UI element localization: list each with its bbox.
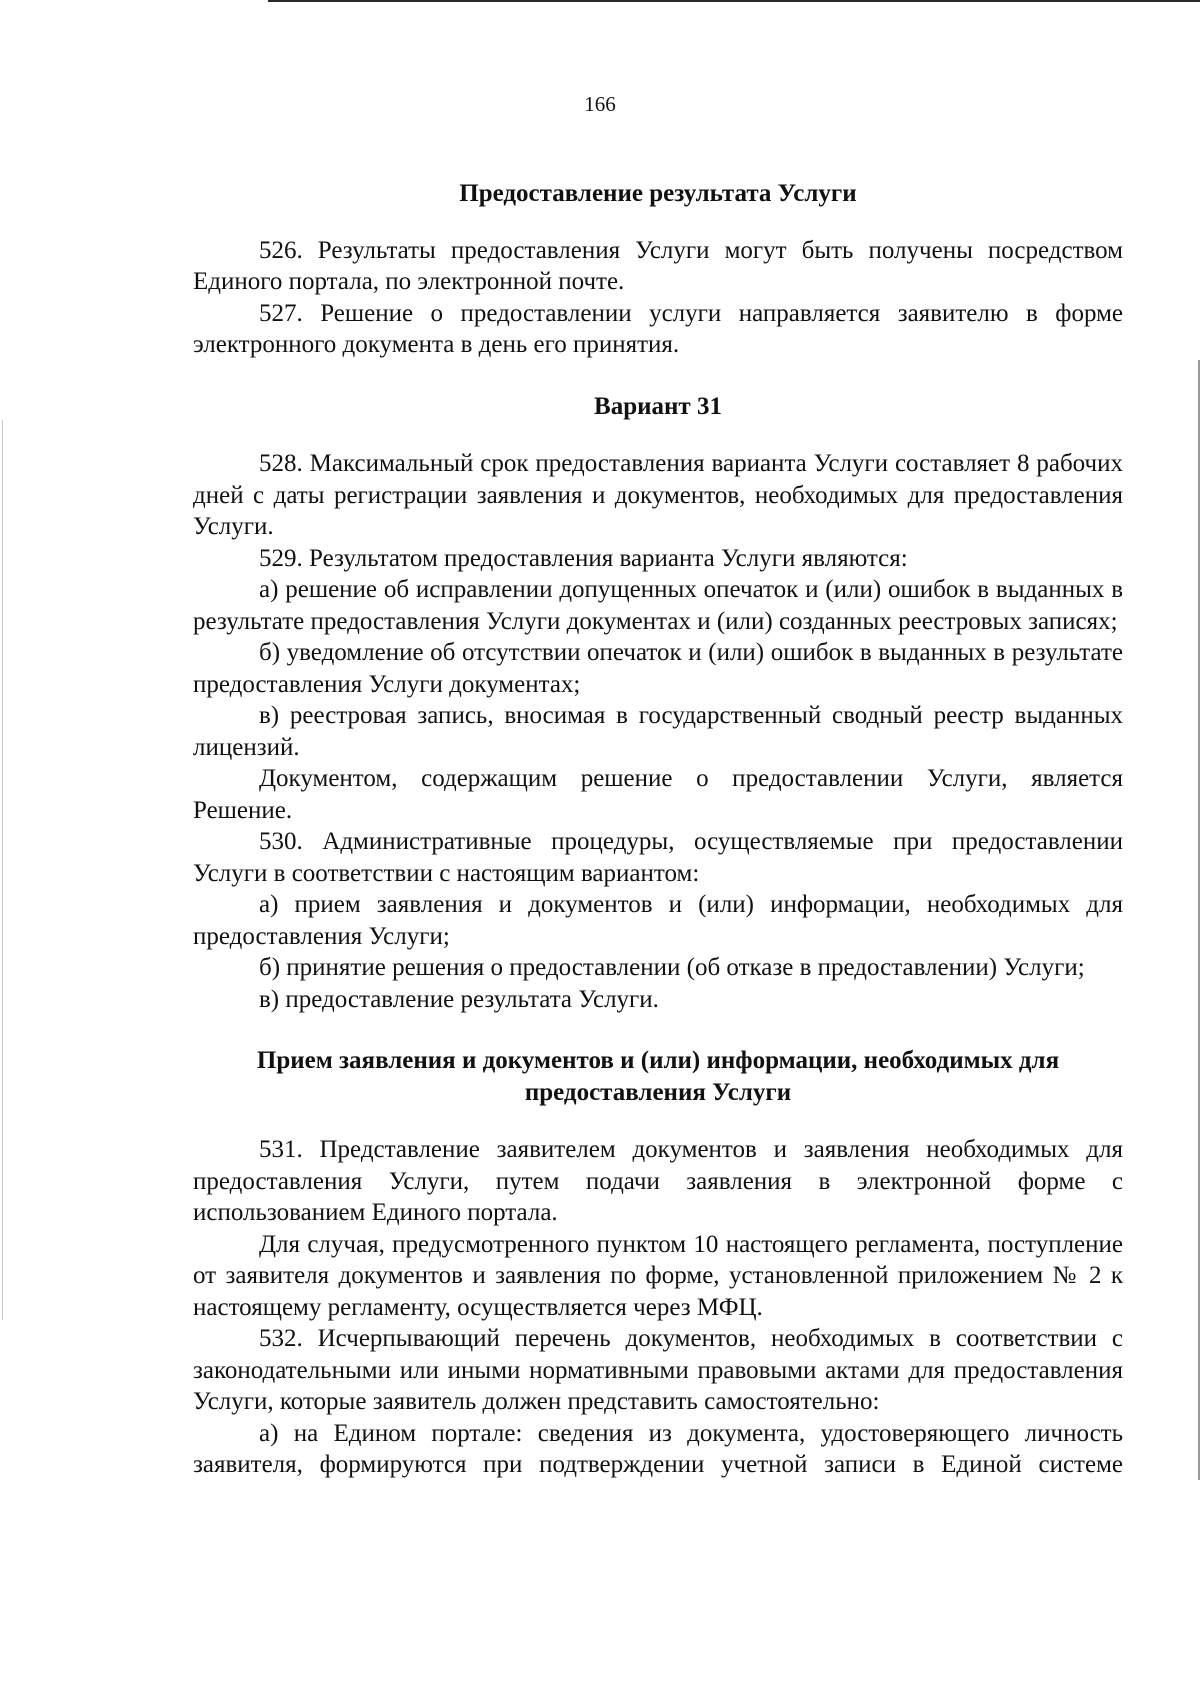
paragraph-532-a: а) на Едином портале: сведения из документа, удостоверяющего личность заявителя, формируются при подтверждении учетной записи в Единой системе	[193, 1419, 1123, 1478]
paragraph-532: 532. Исчерпывающий перечень документов, необходимых в соответствии с законодательными или иными нормативными правовыми актами для предоставления Услуги, которые заявитель должен представить самостоятельно:	[193, 1325, 1123, 1415]
paragraph-529-d: Документом, содержащим решение о предоставлении Услуги, является Решение.	[193, 765, 1123, 824]
paragraph-530-c: в) предоставление результата Услуги.	[259, 985, 659, 1013]
paragraph-530: 530. Административные процедуры, осуществляемые при предоставлении Услуги в соответствии с настоящим вариантом:	[193, 828, 1123, 887]
paragraph-530-b: б) принятие решения о предоставлении (об отказе в предоставлении) Услуги;	[259, 954, 1085, 981]
paragraph-529-b: б) уведомление об отсутствии опечаток и (или) ошибок в выданных в результате предоставления Услуги документах;	[193, 639, 1123, 698]
scan-top-edge	[268, 0, 1200, 2]
section-heading-result: Предоставление результата Услуги	[459, 180, 857, 207]
paragraph-530-a: а) прием заявления и документов и (или) информации, необходимых для предоставления Услуги;	[193, 891, 1123, 950]
page-number: 166	[584, 92, 616, 116]
scan-left-edge	[2, 420, 3, 1320]
paragraph-529-c: в) реестровая запись, вносимая в государственный сводный реестр выданных лицензий.	[193, 702, 1123, 761]
paragraph-528: 528. Максимальный срок предоставления варианта Услуги составляет 8 рабочих дней с даты регистрации заявления и документов, необходимых для предоставления Услуги.	[193, 450, 1123, 540]
paragraph-531-b: Для случая, предусмотренного пунктом 10 настоящего регламента, поступление от заявителя документов и заявления по форме, установленной приложением № 2 к настоящему регламенту, осуществляется через МФЦ.	[193, 1230, 1123, 1321]
section-heading-variant: Вариант 31	[594, 392, 722, 420]
section-heading-reception: Прием заявления и документов и (или) информации, необходимых для предоставления Услуги	[256, 1047, 1060, 1106]
paragraph-529-a: а) решение об исправлении допущенных опечаток и (или) ошибок в выданных в результате предоставления Услуги документах и (или) созданных реестровых записях;	[193, 576, 1123, 635]
document-body	[193, 178, 1123, 1481]
paragraph-526: 526. Результаты предоставления Услуги могут быть получены посредством Единого портала, по электронной почте.	[193, 236, 1123, 295]
paragraph-529: 529. Результатом предоставления варианта Услуги являются:	[259, 544, 908, 572]
paragraph-527: 527. Решение о предоставлении услуги направляется заявителю в форме электронного документа в день его принятия.	[193, 299, 1123, 358]
paragraph-531: 531. Представление заявителем документов и заявления необходимых для предоставления Услуги, путем подачи заявления в электронной форме с использованием Единого портала.	[193, 1136, 1123, 1226]
